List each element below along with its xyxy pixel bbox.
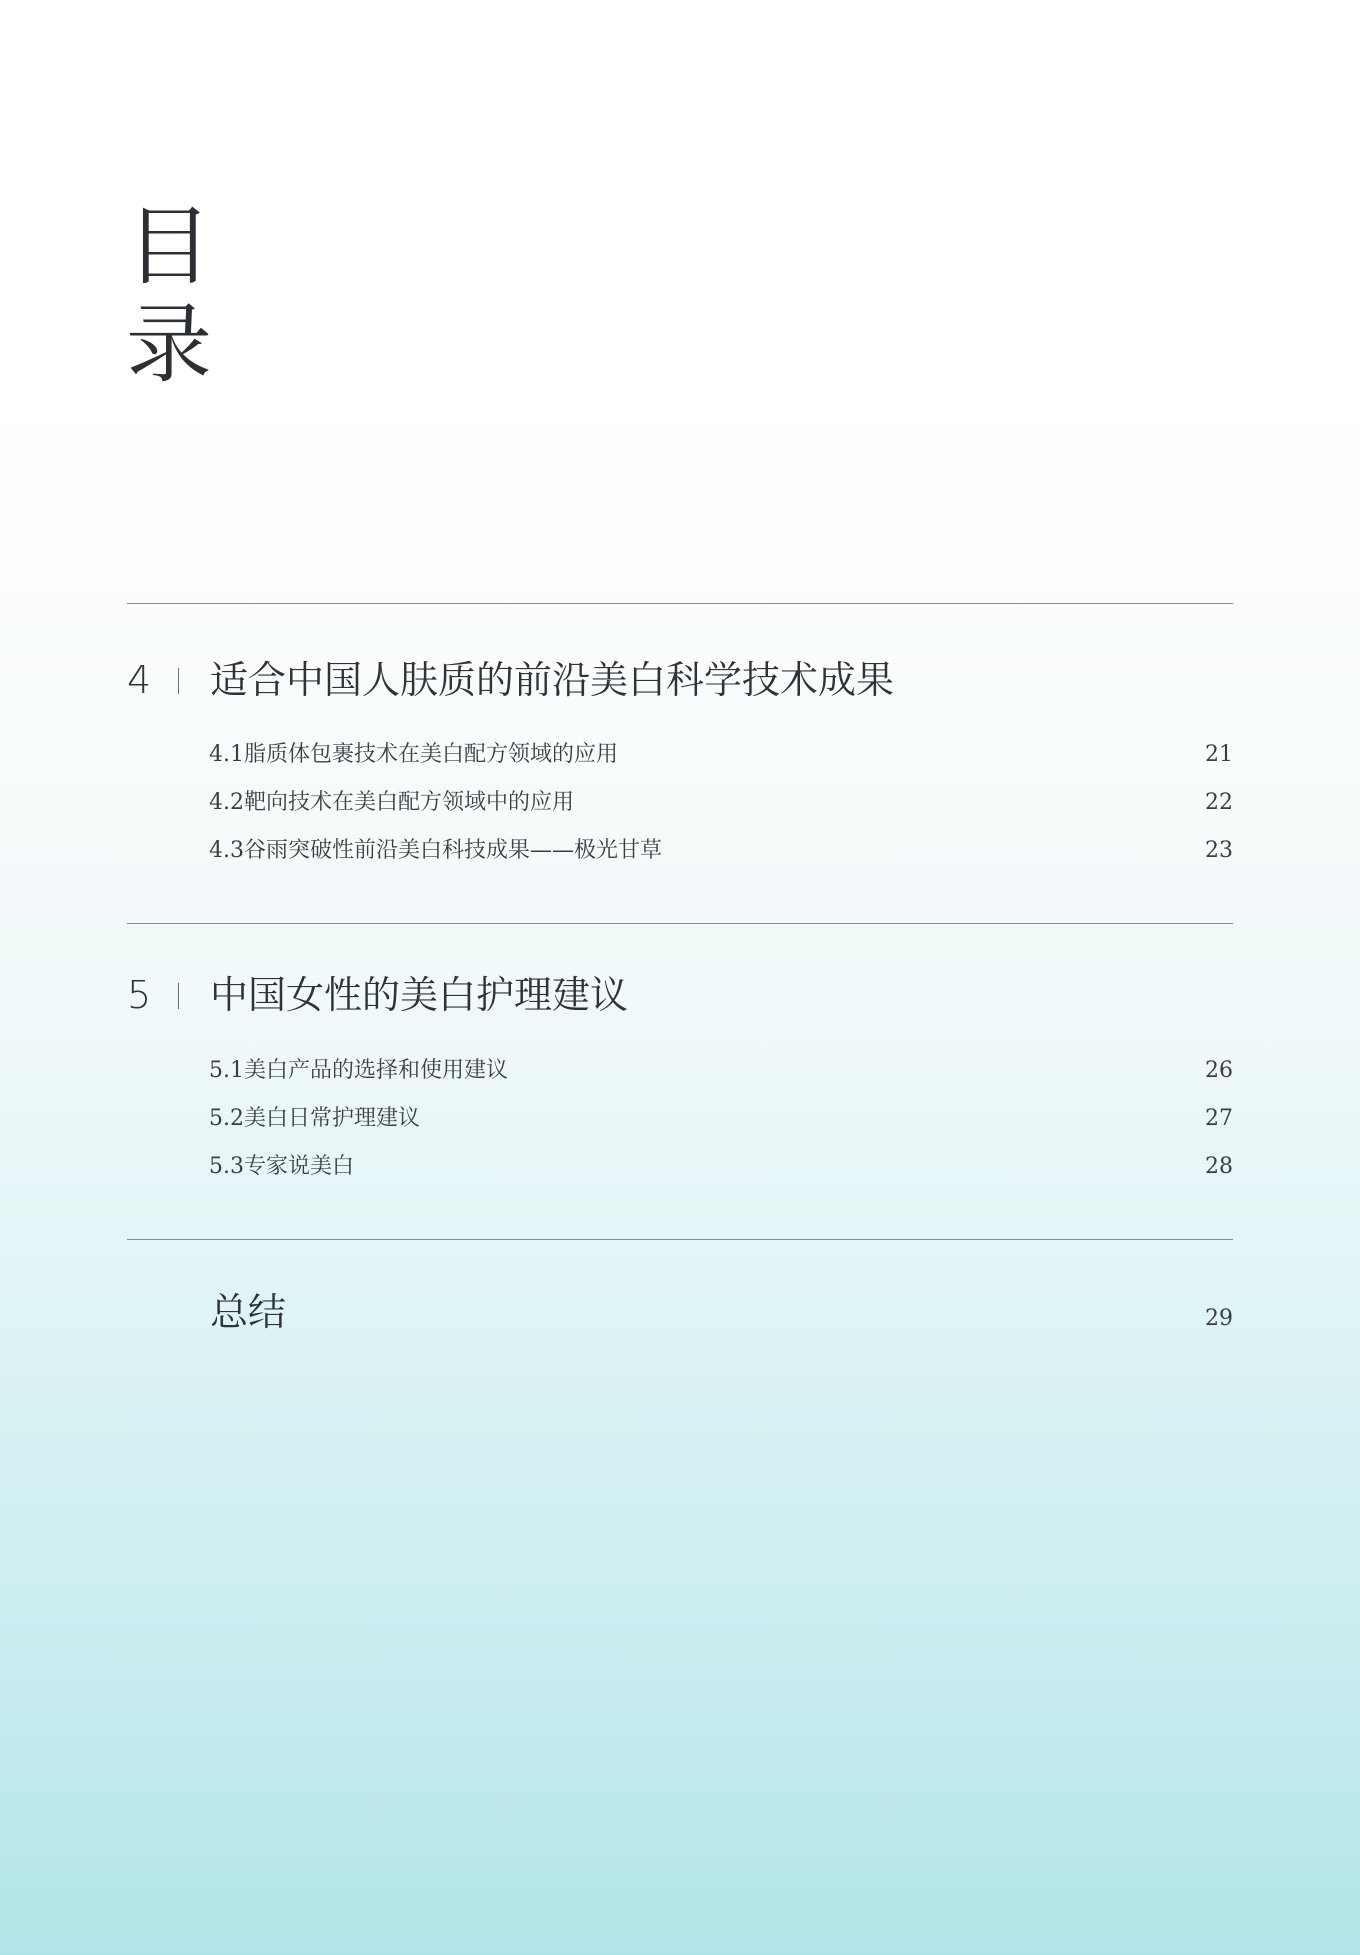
toc-entry-page: 23 xyxy=(1205,838,1233,863)
toc-entry-page: 26 xyxy=(1205,1058,1233,1083)
toc-entry-page: 28 xyxy=(1205,1154,1233,1179)
page-title xyxy=(126,198,226,394)
summary-title[interactable]: 总结 xyxy=(210,1290,287,1334)
toc-entry[interactable] xyxy=(209,1103,1233,1135)
divider-middle xyxy=(127,923,1233,924)
divider-bottom xyxy=(127,1239,1233,1240)
chapter-5-title[interactable]: 中国女性的美白护理建议 xyxy=(210,973,629,1017)
toc-entry-label: 5.2美白日常护理建议 xyxy=(209,1106,420,1131)
toc-entry[interactable] xyxy=(209,739,1233,771)
toc-entry-label: 4.2靶向技术在美白配方领域中的应用 xyxy=(209,790,574,815)
chapter-5-separator xyxy=(178,983,179,1009)
toc-entry[interactable] xyxy=(209,1151,1233,1183)
chapter-5-number: 5 xyxy=(127,973,152,1017)
page-title-char-1: 目 xyxy=(126,197,212,297)
toc-entry-label: 5.3专家说美白 xyxy=(209,1154,354,1179)
toc-entry[interactable] xyxy=(209,1055,1233,1087)
toc-entry-label: 4.3谷雨突破性前沿美白科技成果——极光甘草 xyxy=(209,838,662,863)
divider-top xyxy=(127,603,1233,604)
toc-entry-page: 27 xyxy=(1205,1106,1233,1131)
toc-entry-page: 21 xyxy=(1205,742,1233,767)
chapter-4-separator xyxy=(178,668,179,694)
page-title-char-2: 录 xyxy=(126,295,212,395)
toc-entry[interactable] xyxy=(209,787,1233,819)
toc-entry-label: 5.1美白产品的选择和使用建议 xyxy=(209,1058,508,1083)
toc-entry-label: 4.1脂质体包裹技术在美白配方领域的应用 xyxy=(209,742,618,767)
toc-entry[interactable] xyxy=(209,835,1233,867)
chapter-4-title[interactable]: 适合中国人肤质的前沿美白科学技术成果 xyxy=(210,658,895,702)
summary-page: 29 xyxy=(1205,1306,1233,1331)
toc-entry-page: 22 xyxy=(1205,790,1233,815)
chapter-4-number: 4 xyxy=(127,658,152,702)
